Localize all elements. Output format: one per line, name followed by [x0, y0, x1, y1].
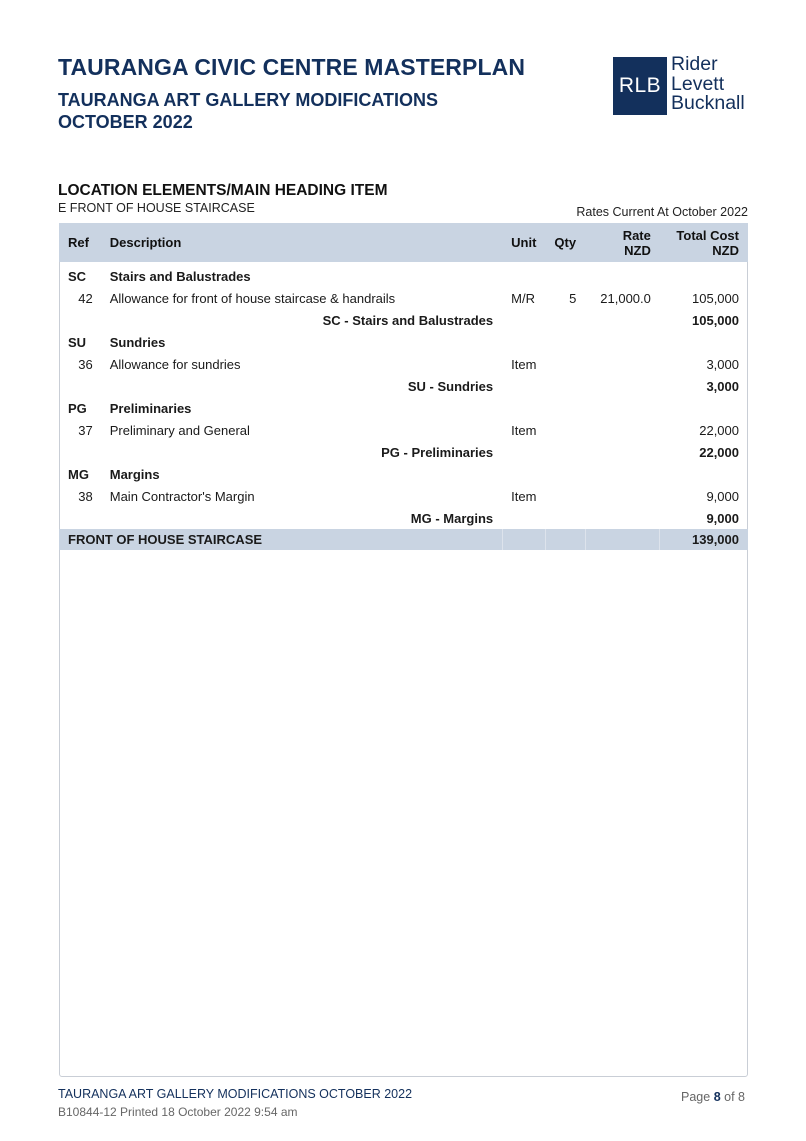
- logo-wordmark: [671, 55, 745, 114]
- page-indicator: [681, 1090, 745, 1104]
- col-header-ref: Ref: [68, 235, 89, 250]
- grand-total-label: FRONT OF HOUSE STAIRCASE: [59, 529, 502, 550]
- group-heading-row: [59, 265, 748, 287]
- logo-mark: RLB: [613, 57, 667, 115]
- group-code: SC: [68, 268, 87, 284]
- group-code: MG: [68, 466, 89, 482]
- subtotal-row: [59, 507, 748, 529]
- item-unit: M/R: [511, 290, 535, 306]
- group-name: Margins: [109, 466, 160, 482]
- table-row: [59, 485, 748, 507]
- item-rate: [585, 419, 659, 441]
- group-heading-row: [59, 331, 748, 353]
- col-header-description: Description: [109, 235, 182, 250]
- item-qty: [545, 353, 585, 375]
- col-header-rate-line2: NZD: [624, 242, 651, 258]
- col-header-rate-line1: Rate: [622, 227, 651, 243]
- subtotal-value: 105,000: [692, 312, 739, 328]
- subtotal-label: PG - Preliminaries: [381, 444, 494, 460]
- footer-title: TAURANGA ART GALLERY MODIFICATIONS OCTOBER 2022: [58, 1087, 413, 1101]
- item-ref: 37: [78, 422, 93, 438]
- item-qty: [545, 485, 585, 507]
- item-description: Allowance for front of house staircase & handrails: [109, 290, 396, 306]
- col-header-rate: [585, 223, 659, 262]
- section-subheading: E FRONT OF HOUSE STAIRCASE: [58, 201, 255, 215]
- item-ref: 38: [78, 488, 93, 504]
- item-rate: [585, 485, 659, 507]
- col-header-total-line1: Total Cost: [676, 227, 739, 243]
- subtotal-value: 9,000: [706, 510, 739, 526]
- subtitle-line-2: OCTOBER 2022: [58, 112, 193, 132]
- item-unit: Item: [511, 488, 537, 504]
- item-ref: 42: [78, 290, 93, 306]
- subtotal-row: [59, 441, 748, 463]
- item-qty: [545, 419, 585, 441]
- subtitle-line-1: TAURANGA ART GALLERY MODIFICATIONS: [58, 90, 438, 110]
- subtotal-label: SC - Stairs and Balustrades: [322, 312, 494, 328]
- subtotal-label: SU - Sundries: [407, 378, 494, 394]
- page-prefix: Page: [681, 1090, 711, 1104]
- item-description: Main Contractor's Margin: [109, 488, 255, 504]
- item-total: 105,000: [692, 290, 739, 306]
- group-name: Sundries: [109, 334, 166, 350]
- item-unit: Item: [511, 422, 537, 438]
- col-header-unit: Unit: [511, 235, 537, 250]
- item-qty: 5: [569, 290, 577, 306]
- group-code: SU: [68, 334, 87, 350]
- cost-table: [59, 223, 748, 550]
- section-heading: LOCATION ELEMENTS/MAIN HEADING ITEM: [58, 182, 388, 199]
- col-header-qty: Qty: [554, 235, 577, 250]
- subtotal-row: [59, 375, 748, 397]
- group-code: PG: [68, 400, 87, 416]
- item-rate: [585, 353, 659, 375]
- item-total: 9,000: [706, 488, 739, 504]
- subtotal-label: MG - Margins: [410, 510, 494, 526]
- table-row: [59, 287, 748, 309]
- item-total: 3,000: [706, 356, 739, 372]
- col-header-total-line2: NZD: [712, 242, 739, 258]
- subtotal-row: [59, 309, 748, 331]
- table-row: [59, 353, 748, 375]
- item-unit: Item: [511, 356, 537, 372]
- report-subtitle: [58, 89, 438, 133]
- item-description: Preliminary and General: [109, 422, 250, 438]
- group-heading-row: [59, 397, 748, 419]
- grand-total-value: 139,000: [692, 532, 739, 547]
- page-number: 8: [713, 1090, 721, 1104]
- footer-print-info: B10844-12 Printed 18 October 2022 9:54 am: [58, 1105, 298, 1119]
- logo-word-bucknall: Bucknall: [671, 92, 745, 114]
- item-ref: 36: [78, 356, 93, 372]
- report-title: TAURANGA CIVIC CENTRE MASTERPLAN: [58, 54, 526, 80]
- col-header-total: [660, 223, 748, 262]
- rates-note: Rates Current At October 2022: [576, 205, 748, 219]
- group-name: Preliminaries: [109, 400, 192, 416]
- rlb-logo: [613, 53, 753, 115]
- logo-word-levett: Levett: [671, 72, 725, 95]
- table-header-row: [59, 223, 748, 262]
- item-total: 22,000: [699, 422, 739, 438]
- logo-word-rider: Rider: [671, 53, 718, 75]
- group-name: Stairs and Balustrades: [109, 268, 251, 284]
- table-row: [59, 419, 748, 441]
- group-heading-row: [59, 463, 748, 485]
- grand-total-row: [59, 529, 748, 550]
- page-of: of 8: [724, 1090, 745, 1104]
- item-rate: 21,000.0: [600, 290, 651, 306]
- item-description: Allowance for sundries: [109, 356, 241, 372]
- subtotal-value: 3,000: [706, 378, 739, 394]
- subtotal-value: 22,000: [699, 444, 739, 460]
